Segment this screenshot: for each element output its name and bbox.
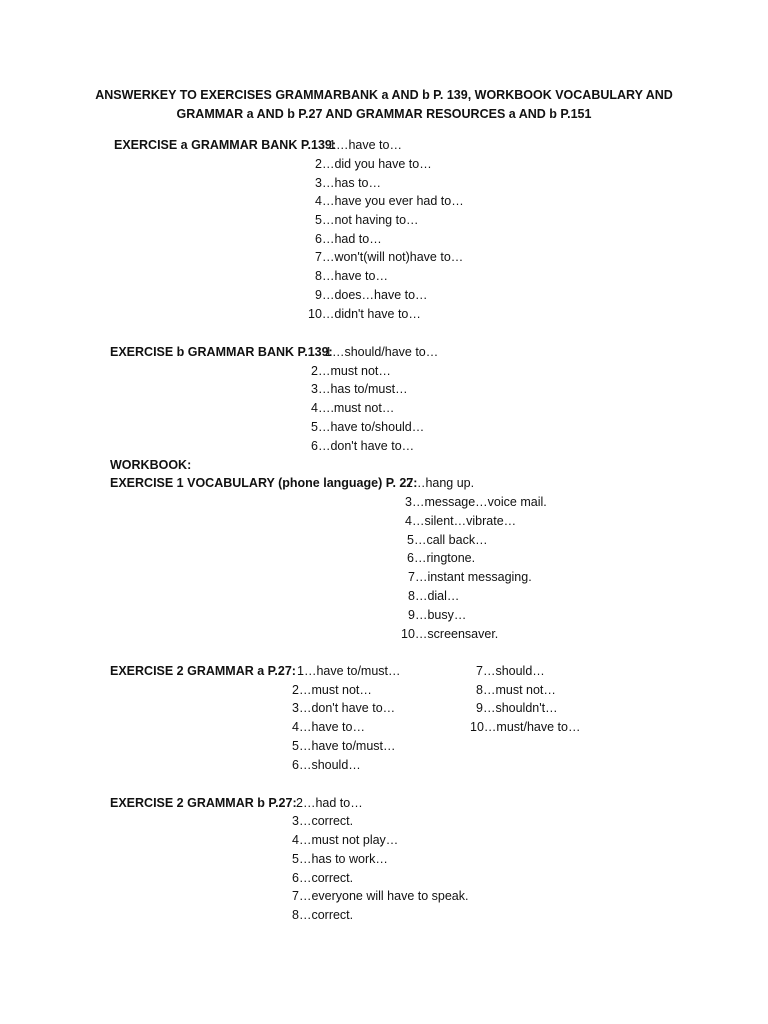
exercise-grammar-b-item: 7…everyone will have to speak.	[292, 889, 469, 903]
exercise-vocabulary-item: 9…busy…	[408, 608, 467, 622]
exercise-a-item: 3…has to…	[315, 176, 382, 190]
exercise-grammar-b-item: 4…must not play…	[292, 833, 399, 847]
exercise-vocabulary-item: 10…screensaver.	[401, 627, 499, 641]
title-line-2: GRAMMAR a AND b P.27 AND GRAMMAR RESOURCES a AND b P.151	[176, 107, 592, 121]
exercise-a-item: 9…does…have to…	[315, 288, 428, 302]
exercise-a-item: 7…won't(will not)have to…	[315, 250, 464, 264]
exercise-a-item: 2…did you have to…	[315, 157, 432, 171]
exercise-grammar-a-item-col2: 8…must not…	[476, 683, 556, 697]
exercise-a-item: 1…have to…	[329, 138, 402, 152]
exercise-grammar-b-label: EXERCISE 2 GRAMMAR b P.27:	[110, 796, 297, 810]
exercise-grammar-a-item: 1…have to/must…	[297, 664, 401, 678]
exercise-grammar-a-item-col2: 10…must/have to…	[470, 720, 581, 734]
exercise-vocabulary-item: 7…instant messaging.	[408, 570, 532, 584]
exercise-grammar-a-label: EXERCISE 2 GRAMMAR a P.27:	[110, 664, 296, 678]
exercise-b-item: 2…must not…	[311, 364, 391, 378]
exercise-a-item: 8…have to…	[315, 269, 388, 283]
exercise-b-label: EXERCISE b GRAMMAR BANK P.139:	[110, 345, 333, 359]
exercise-b-item: 3…has to/must…	[311, 382, 408, 396]
exercise-vocabulary-item: 2…hang up.	[406, 476, 475, 490]
exercise-vocabulary-item: 8…dial…	[408, 589, 460, 603]
document-title	[60, 86, 708, 124]
exercise-vocabulary-label: EXERCISE 1 VOCABULARY (phone language) P. 27:	[110, 476, 418, 490]
exercise-b-item: 4….must not…	[311, 401, 395, 415]
exercise-a-item: 5…not having to…	[315, 213, 419, 227]
exercise-b-item: 6…don't have to…	[311, 439, 415, 453]
exercise-grammar-a-item: 3…don't have to…	[292, 701, 396, 715]
title-line-1: ANSWERKEY TO EXERCISES GRAMMARBANK a AND b P. 139, WORKBOOK VOCABULARY AND	[95, 88, 673, 102]
exercise-grammar-b-item: 3…correct.	[292, 814, 354, 828]
exercise-grammar-b-item: 6…correct.	[292, 871, 354, 885]
exercise-a-label: EXERCISE a GRAMMAR BANK P.139:	[114, 138, 337, 152]
exercise-grammar-a-item: 4…have to…	[292, 720, 365, 734]
exercise-vocabulary-item: 6…ringtone.	[407, 551, 476, 565]
exercise-grammar-b-item: 8…correct.	[292, 908, 354, 922]
workbook-heading: WORKBOOK:	[110, 458, 192, 472]
exercise-grammar-a-item-col2: 7…should…	[476, 664, 545, 678]
exercise-grammar-b-item: 2…had to…	[296, 796, 363, 810]
exercise-vocabulary-item: 4…silent…vibrate…	[405, 514, 517, 528]
exercise-grammar-a-item: 5…have to/must…	[292, 739, 396, 753]
exercise-grammar-a-item: 2…must not…	[292, 683, 372, 697]
exercise-grammar-b-item: 5…has to work…	[292, 852, 388, 866]
exercise-grammar-a-item: 6…should…	[292, 758, 361, 772]
exercise-b-item: 5…have to/should…	[311, 420, 425, 434]
exercise-a-item: 10…didn't have to…	[308, 307, 421, 321]
exercise-vocabulary-item: 3…message…voice mail.	[405, 495, 547, 509]
exercise-vocabulary-item: 5…call back…	[407, 533, 488, 547]
exercise-grammar-a-item-col2: 9…shouldn't…	[476, 701, 558, 715]
exercise-a-item: 6…had to…	[315, 232, 382, 246]
exercise-a-item: 4…have you ever had to…	[315, 194, 464, 208]
exercise-b-item: 1…should/have to…	[325, 345, 439, 359]
